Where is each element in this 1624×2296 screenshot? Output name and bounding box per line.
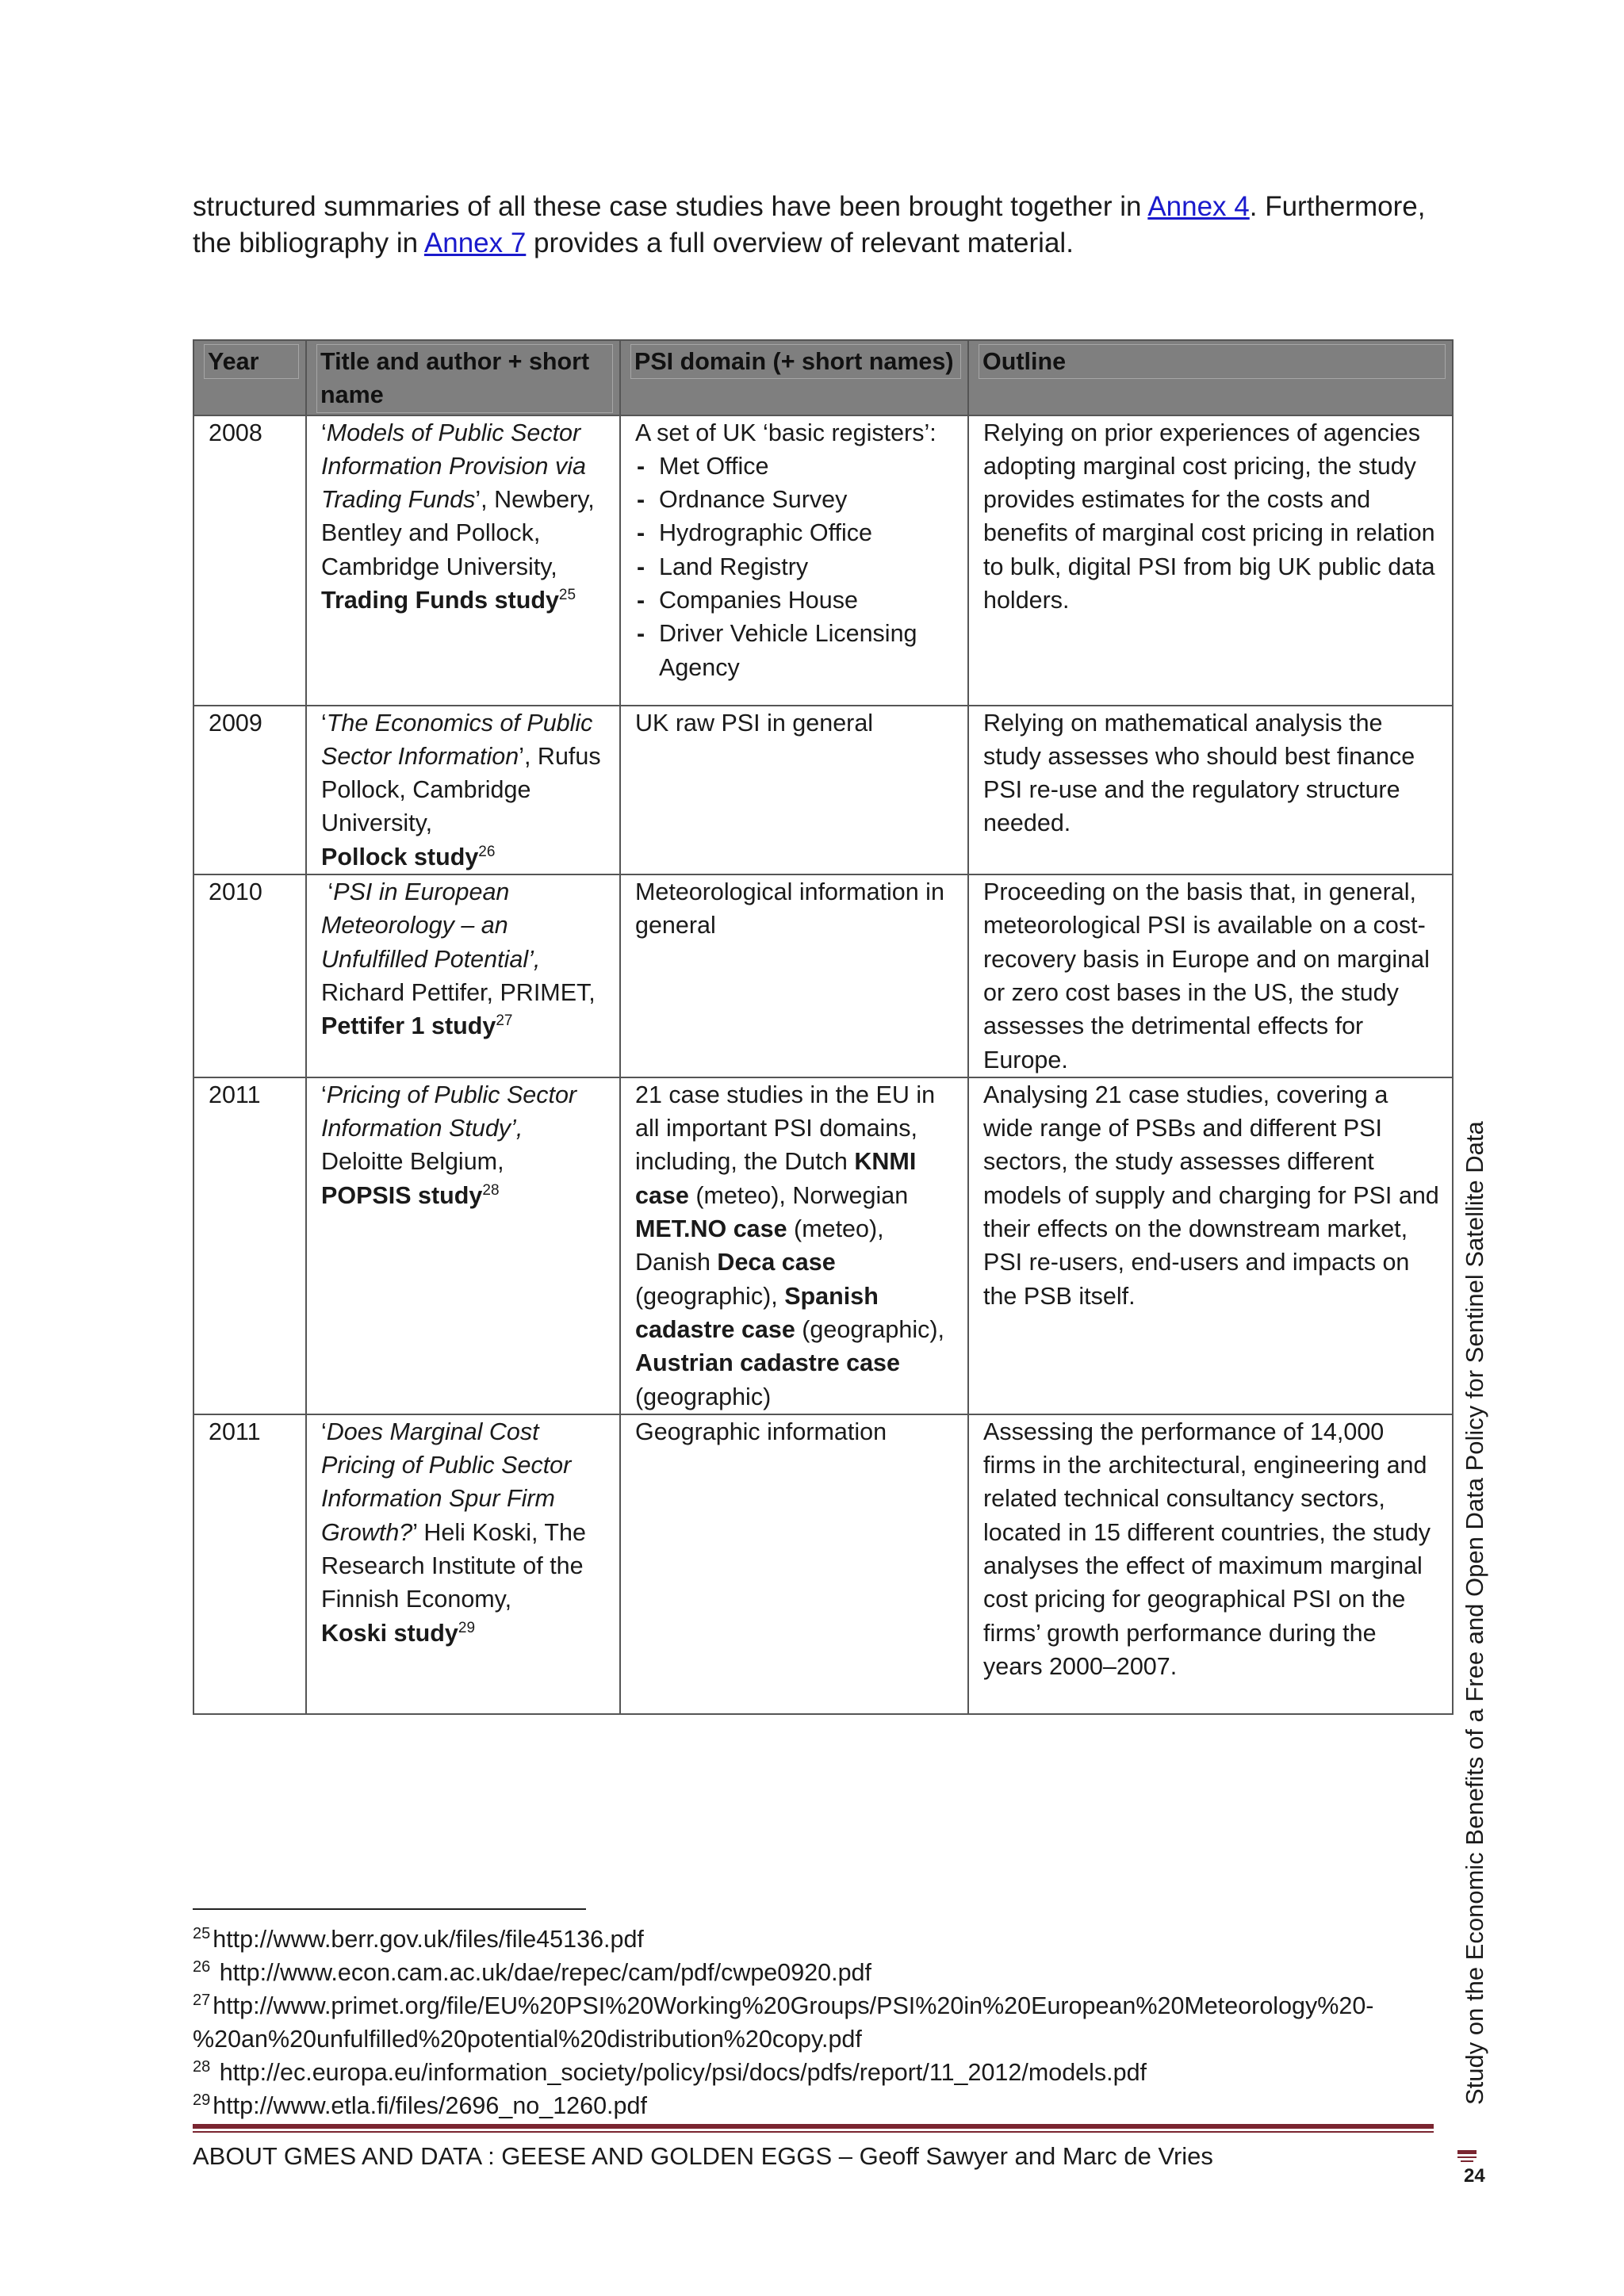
footnote-ref: 27 [496,1012,513,1030]
list-item: - Companies House [635,584,956,617]
cell-title: ‘Models of Public Sector Information Provision via Trading Funds’, Newbery, Bentley and Pollock, Cambridge University, Trading Funds study$^{25}$ [306,415,620,706]
intro-text: provides a full overview of relevant material. [526,228,1074,258]
list-item: - Hydrographic Office [635,516,956,549]
cell-outline: Relying on mathematical analysis the study assesses who should best finance PSI re-use and the regulatory structure needed. [968,706,1453,874]
footnote-ref: 25 [558,586,576,603]
short-name: Pettifer 1 study [321,1012,496,1040]
table-row [193,415,1453,706]
cell-title: ‘Does Marginal Cost Pricing of Public Sector Information Spur Firm Growth?’ Heli Koski, The Research Institute of the Finnish Economy, Koski study$^{29}$ [306,1414,620,1714]
header-title: Title and author + short name [306,340,620,415]
table-row [193,874,1453,1077]
cell-year: 2008 [193,415,306,706]
footnote: $^{28}$ http://ec.europa.eu/information_society/policy/psi/docs/pdfs/report/11_2012/models.pdf [193,2057,1147,2086]
header-year: Year [193,340,306,415]
page-number-bar [1461,2160,1473,2162]
footnote: $^{25}$http://www.berr.gov.uk/files/file45136.pdf [193,1924,644,1953]
list-item: - Driver Vehicle Licensing Agency [635,617,956,684]
table-header-row [193,340,1453,415]
short-name: Trading Funds study [321,587,559,614]
list-item: - Ordnance Survey [635,483,956,516]
intro-paragraph [193,189,1454,262]
footer-rule [193,2124,1434,2129]
cell-outline: Assessing the performance of 14,000 firms in the architectural, engineering and related technical consultancy sectors, located in 15 different countries, the study analyses the effect of maximum marginal cost pricing for geographical PSI on the firms’ growth performance during the years 2000–2007. [968,1414,1453,1714]
side-document-title: Study on the Economic Benefits of a Free and Open Data Policy for Sentinel Satellite Data [1461,1121,1488,2105]
cell-year: 2010 [193,874,306,1077]
registers-list [635,450,956,684]
header-domain: PSI domain (+ short names) [620,340,968,415]
cell-domain: 21 case studies in the EU in all important PSI domains, including, the Dutch KNMI case (meteo), Norwegian MET.NO case (meteo), Danish Deca case (geographic), Spanish cadastre case (geographic), Austrian cadastre case (geographic) [620,1077,968,1414]
cell-domain: A set of UK ‘basic registers’: - Met Office - Ordnance Survey - Hydrographic Office - Land Registry - Companies House - Driver Vehicle Licensing Agency [620,415,968,706]
short-name: Pollock study [321,843,479,871]
cell-year: 2011 [193,1414,306,1714]
intro-text: the bibliography in [193,228,424,258]
intro-text: structured summaries of all these case studies have been brought together in [193,191,1148,222]
cell-outline: Proceeding on the basis that, in general, meteorological PSI is available on a cost-recovery basis in Europe and on marginal or zero cost bases in the US, the study assesses the detrimental effects for Europe. [968,874,1453,1077]
annex-7-link[interactable]: Annex 7 [423,228,527,258]
short-name: Koski study [321,1619,458,1647]
table-row [193,706,1453,874]
short-name: POPSIS study [321,1181,483,1209]
footnote: $^{27}$http://www.primet.org/file/EU%20PSI%20Working%20Groups/PSI%20in%20European%20Meteorology%20- %20an%20unfulfilled%20potential%20distribution%20copy.pdf [193,1991,1374,2053]
cell-year: 2011 [193,1077,306,1414]
footnote: $^{29}$http://www.etla.fi/files/2696_no_1260.pdf [193,2091,647,2119]
list-item: - Land Registry [635,550,956,584]
cell-year: 2009 [193,706,306,874]
cell-title: ‘PSI in European Meteorology – an Unfulfilled Potential’, Richard Pettifer, PRIMET, Pettifer 1 study$^{27}$ [306,874,620,1077]
cell-outline: Relying on prior experiences of agencies adopting marginal cost pricing, the study provides estimates for the costs and benefits of marginal cost pricing in relation to bulk, digital PSI from big UK public data holders. [968,415,1453,706]
footnote-separator [193,1908,586,1910]
intro-text: . Furthermore, [1249,191,1426,222]
cell-domain: Geographic information [620,1414,968,1714]
table-row [193,1077,1453,1414]
case-studies-table [193,339,1454,1715]
page-number-bar [1457,2156,1477,2158]
header-outline: Outline [968,340,1453,415]
footnote-ref: 29 [458,1619,476,1636]
footnote: $^{26}$ http://www.econ.cam.ac.uk/dae/repec/cam/pdf/cwpe0920.pdf [193,1957,871,1986]
cell-domain: UK raw PSI in general [620,706,968,874]
list-item: - Met Office [635,450,956,483]
page-number-bar [1457,2150,1477,2154]
footnote-ref: 26 [478,843,496,860]
footer-rule-thin [193,2131,1434,2133]
footnotes [193,1923,1446,2122]
annex-4-link[interactable]: Annex 4 [1147,191,1250,222]
cell-title: ‘The Economics of Public Sector Information’, Rufus Pollock, Cambridge University, Pollock study$^{26}$ [306,706,620,874]
footnote-ref: 28 [482,1181,500,1199]
cell-title: ‘Pricing of Public Sector Information Study’, Deloitte Belgium, POPSIS study$^{28}$ [306,1077,620,1414]
cell-outline: Analysing 21 case studies, covering a wide range of PSBs and different PSI sectors, the study assesses different models of supply and charging for PSI and their effects on the downstream market, PSI re-users, end-users and impacts on the PSB itself. [968,1077,1453,1414]
page-number: 24 [1464,2165,1485,2187]
cell-domain: Meteorological information in general [620,874,968,1077]
table-row [193,1414,1453,1714]
footer-title: ABOUT GMES AND DATA : GEESE AND GOLDEN EGGS – Geoff Sawyer and Marc de Vries [193,2142,1213,2170]
